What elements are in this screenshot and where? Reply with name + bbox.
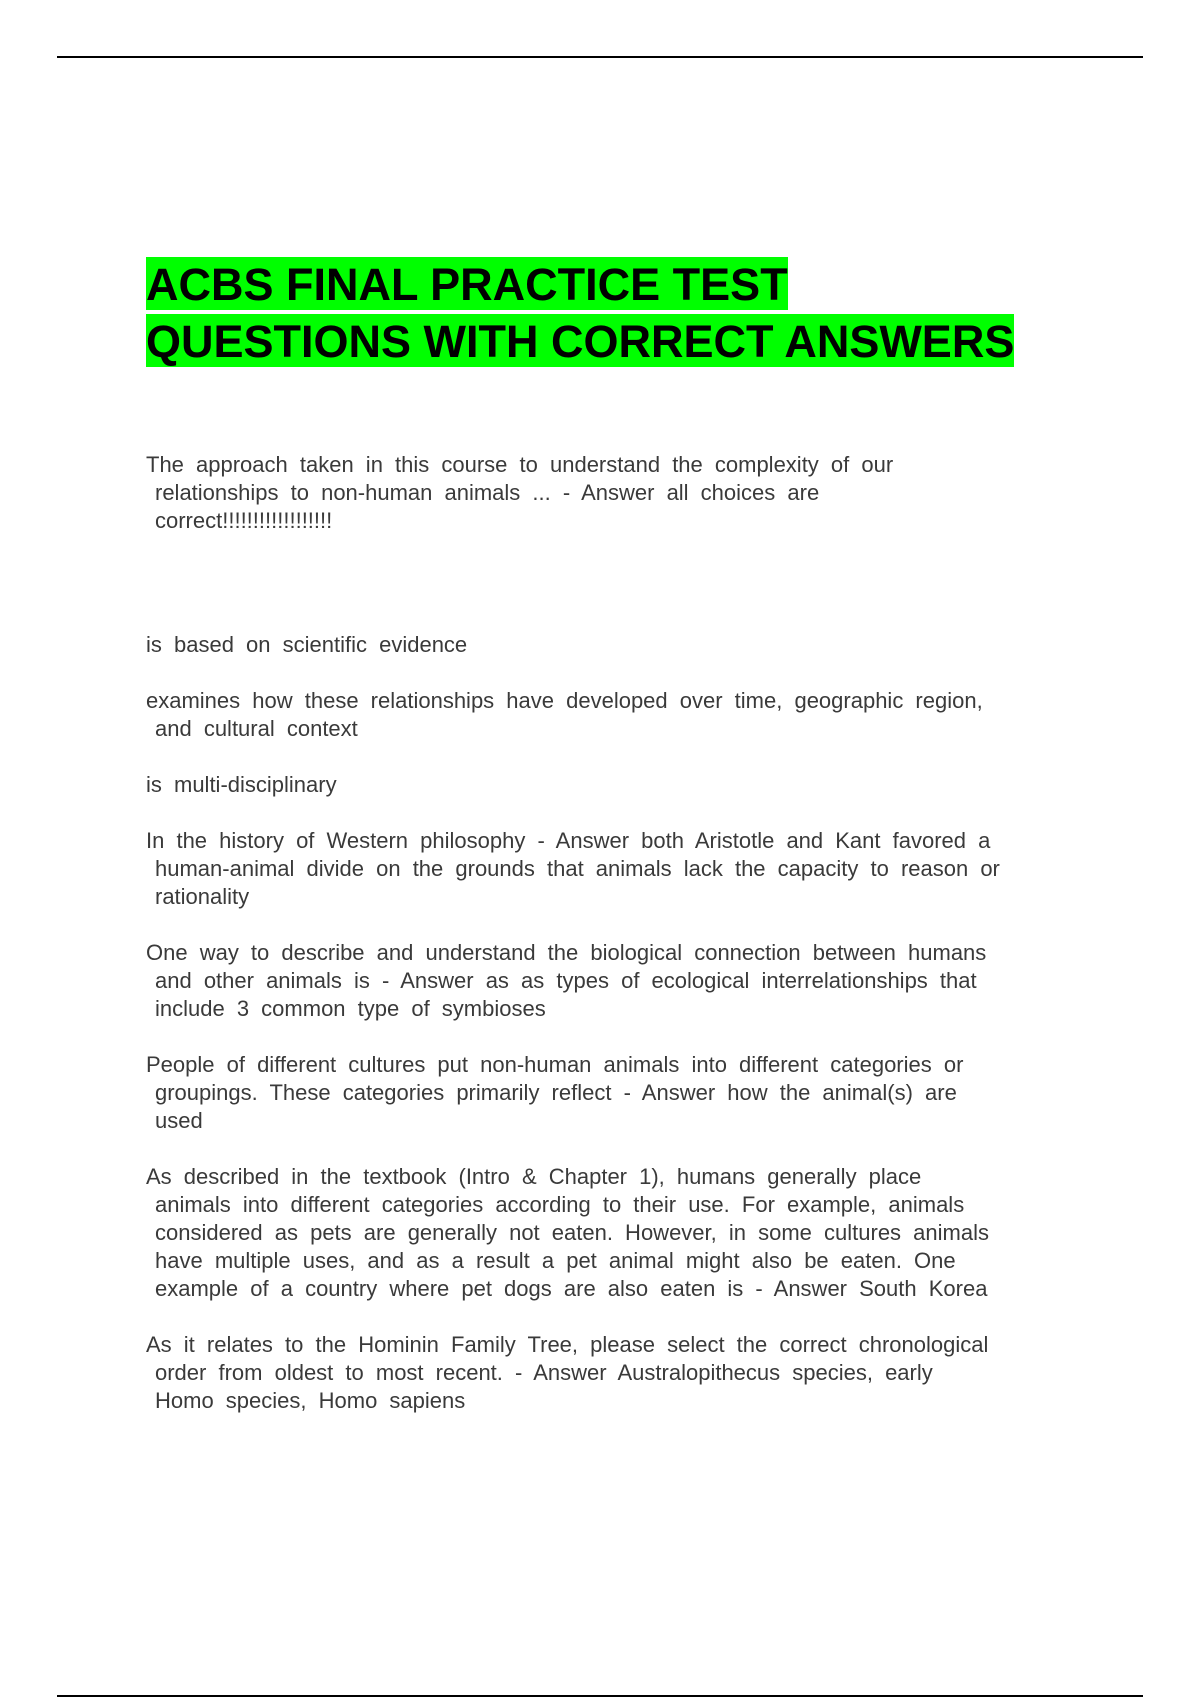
document-body	[146, 451, 1086, 1415]
text-line: and cultural context	[155, 716, 358, 741]
text-line: Homo species, Homo sapiens	[155, 1388, 466, 1413]
top-rule	[57, 56, 1143, 58]
text-line: examines how these relationships have developed over time, geographic region,	[146, 688, 983, 713]
text-line: human-animal divide on the grounds that animals lack the capacity to reason or	[155, 856, 1000, 881]
paragraph-biological-connection	[146, 939, 1086, 1023]
paragraph-pet-dogs-eaten	[146, 1163, 1086, 1303]
bottom-rule	[57, 1695, 1143, 1697]
text-line: is multi-disciplinary	[146, 772, 337, 797]
text-line: example of a country where pet dogs are also eaten is - Answer South Korea	[155, 1276, 988, 1301]
text-line: rationality	[155, 884, 250, 909]
paragraph-choice-scientific	[146, 631, 1086, 659]
text-line: considered as pets are generally not eaten. However, in some cultures animals	[155, 1220, 989, 1245]
text-line: In the history of Western philosophy - Answer both Aristotle and Kant favored a	[146, 828, 991, 853]
text-line: The approach taken in this course to understand the complexity of our	[146, 452, 894, 477]
paragraph-course-approach	[146, 451, 1086, 535]
text-line: have multiple uses, and as a result a pet animal might also be eaten. One	[155, 1248, 956, 1273]
paragraph-choice-examines	[146, 687, 1086, 743]
text-line: relationships to non-human animals ... - Answer all choices are	[155, 480, 820, 505]
paragraph-western-philosophy	[146, 827, 1086, 911]
text-line: As it relates to the Hominin Family Tree, please select the correct chronological	[146, 1332, 989, 1357]
paragraph-hominin-family-tree	[146, 1331, 1086, 1415]
text-line: One way to describe and understand the biological connection between humans	[146, 940, 987, 965]
text-line: include 3 common type of symbioses	[155, 996, 546, 1021]
text-line: order from oldest to most recent. - Answer Australopithecus species, early	[155, 1360, 933, 1385]
text-line: People of different cultures put non-human animals into different categories or	[146, 1052, 964, 1077]
text-line: and other animals is - Answer as as types of ecological interrelationships that	[155, 968, 977, 993]
document-title	[146, 256, 1146, 370]
title-line-1: ACBS FINAL PRACTICE TEST	[146, 259, 788, 310]
text-line: used	[155, 1108, 203, 1133]
title-line-2: QUESTIONS WITH CORRECT ANSWERS	[146, 316, 1015, 367]
paragraph-cultural-categories	[146, 1051, 1086, 1135]
text-line: correct!!!!!!!!!!!!!!!!!!	[155, 508, 333, 533]
text-line: animals into different categories according to their use. For example, animals	[155, 1192, 965, 1217]
text-line: As described in the textbook (Intro & Chapter 1), humans generally place	[146, 1164, 922, 1189]
text-line: groupings. These categories primarily reflect - Answer how the animal(s) are	[155, 1080, 957, 1105]
paragraph-choice-multidisciplinary	[146, 771, 1086, 799]
text-line: is based on scientific evidence	[146, 632, 468, 657]
